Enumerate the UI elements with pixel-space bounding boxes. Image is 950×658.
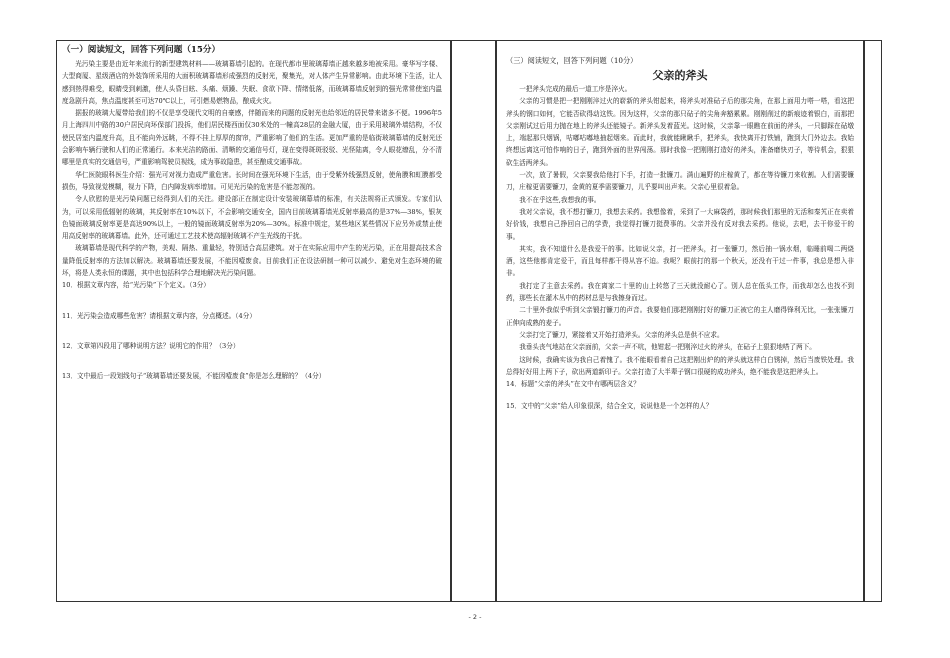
question-12: 12．文章第四段用了哪种说明方法？说明它的作用？（3分） bbox=[62, 341, 240, 350]
question-11: 11．光污染会造成哪些危害？请根据文章内容，分点概述。（4分） bbox=[62, 311, 256, 320]
answer-space bbox=[62, 352, 442, 370]
question-13: 13．文中最后一段划线句子“玻璃幕墙还要发展，不能因噎废食”你是怎么理解的？（4分） bbox=[62, 372, 326, 381]
passage-paragraph: 玻璃幕墙是现代科学的产物，美观、隔热、重量轻，特别适合高层建筑。对于在实际应用中产生的光污染，正在用提高技术含量降低反射率的方法加以解决。玻璃幕墙还要发展，不能因噎废食。目前我们正在设法研制一种可以减少、避免对生态环境的破坏，将是人类永恒的课题，其中也包括科学合理地解决光污染问题。 bbox=[62, 244, 442, 278]
spacer bbox=[506, 44, 854, 54]
left-column bbox=[62, 44, 442, 599]
section-title-three: （三）阅读短文，回答下列问题（10分） bbox=[506, 56, 638, 65]
passage-paragraph: 光污染主要是由近年来流行的新型建筑材料——玻璃幕墙引起的。在现代都市里玻璃幕墙正越来越多地被采用。豪华写字楼、大型商厦、星级酒店的外装饰所采用的大面积玻璃幕墙形成强烈的反射光，聚集光，对人体产生异常影响。由此环境下生活，让人感到热得难受，眼睛受到刺激，使人头昏目眩、头痛、烦躁、失眠、食欲下降、情绪低落，而玻璃幕墙反射到的强光常常使室内温度急剧升高，焦点温度甚至可达70℃以上，可引燃易燃物品，酿成火灾。 bbox=[62, 60, 442, 105]
story-paragraph: 我对父亲说，我不想打镰刀，我想去采药。我想像着，采到了一大麻袋药，那时候我们那里的无活和秦艽正在卖着好价钱，我想自己挣回自己的学费，我觉得打镰刀挺费事的。父亲并没有反对我去采药。他说，去吧，去干你爱干的事。 bbox=[506, 207, 854, 241]
section-title-one: （一）阅读短文，回答下列问题（15分） bbox=[62, 45, 221, 55]
story-paragraph: 一次，放了暑假，父亲要我给他打下手，打造一批镰刀。满山遍野的庄稼黄了，都在等待镰刀来收割。人们需要镰刀，庄稼更需要镰刀，金黄的夏季需要镰刀，儿乎要叫出声来。父亲心里很着急。 bbox=[506, 171, 854, 192]
center-margin-frame bbox=[451, 40, 496, 602]
page-number: - 2 - bbox=[468, 613, 482, 621]
answer-space bbox=[62, 322, 442, 340]
story-paragraph: 父亲打完了镰刀，紧接着又开始打造斧头。父亲的斧头总是供不应求。 bbox=[519, 330, 724, 339]
story-paragraph: 我垂头丧气地站在父亲面前，父亲一声不吭，他钳起一把刚淬过火的斧头，在砧子上狠狠地嗒了两下。 bbox=[519, 343, 816, 352]
answer-space bbox=[506, 390, 854, 400]
story-paragraph: 这时候，我确实该为我自己着愧了。我不能眼看着自己这把刚出炉的的斧头就这样白白锈掉，然后当废铁处理。我总得好好用上两下子，砍出两道新印子。父亲打造了大半辈子钢口很硬的成功斧头，绝不能我是这把斧头上。 bbox=[506, 355, 854, 376]
right-column bbox=[506, 44, 854, 599]
story-paragraph: 父亲的习惯是把一把刚刚淬过火的崭新的斧头钳起来，将斧头对准砧子后的那尖角，在那上面用力嗒一嗒，看这把斧头的钢口如何，它能否砍得动这铁。因为这样，父亲的那只砧子的尖角奔豁累累。刚刚削过的新痕迹着银白，而那把父亲刚试过后用力抛在地上的斧头还能镜子。新斧头发着蓝光。这时候，父亲靠一眼瞧在前面的斧头，一只脚踩在砧墩上，端起那只烟锅，咕嘟咕嘟地抽起烟来。而此时，我就能瞅瞅手，把斧头，我快离开打铁铺，跑到大门外边去。我始终想远离这可怕作响的日子，跑到外面的世界闯荡。那时我像一把刚刚打造好的斧头，准备磨快刃子，等待机会，狠狠砍生活两斧头。 bbox=[506, 97, 854, 167]
story-paragraph: 我打定了主意去采药。我在离家二十里的山上转悠了三天就没耐心了。别人总在低头工作，而我却怎么也找不到药，那些长在灌木丛中的药材总是与我擦身而过。 bbox=[506, 281, 854, 303]
answer-space bbox=[62, 292, 442, 310]
passage-paragraph: 华仁医院眼科医生介绍：强光可对视力造成严重危害。长时间在强光环境下生活，由于受紫外线强烈反射，使角膜和虹膜都受损伤，导致视觉模糊，视力下降，白内障发病率增加。可见光污染的危害是不能忽视的。 bbox=[62, 170, 442, 191]
story-paragraph: 我不在乎这些,我想我的事。 bbox=[519, 195, 601, 204]
story-paragraph: 二十里外我似乎听到父亲锻打镰刀的声音。我要他们那把刚刚打好的镰刀正被它的主人磨得锋利无比，一张张镰刀正伸向成熟的麦子。 bbox=[506, 306, 854, 327]
question-15: 15．文中的“父亲”给人印象很深，结合全文，说说他是一个怎样的人？ bbox=[506, 402, 713, 411]
story-paragraph: 其实，我不知道什么是我爱干的事。比如说父亲，打一把斧头，打一张镰刀，然后抽一锅水烟，临睡前喝二两烧酒，这些他都肯定爱干，而且每样都干得从容不迫。我呢？眼前打的那一个秋天，还没有干过一件事，我总是想入非非。 bbox=[506, 244, 854, 278]
question-10: 10．根据文章内容，给“光污染”下个定义。（3分） bbox=[62, 281, 210, 290]
passage-paragraph: 据报的玻璃大厦带给我们的不仅是享受现代文明的自豪感，伴随而来的问题的反射光也给邻近的居民带来诸多不便。1996年5月上海四川中路的30户居民向环保部门投拆，他们居民楼西面仅30米处的一幢高28层的金融大厦，由于采用玻璃外墙结构，不仅使民居室内温度升高，且不能向外远眺，不得不挂上厚厚的窗帘，严重影响了他们的生活。更加严重的是临街玻璃幕墙的反射光还会影响车辆行驶和人们的正常通行。本来光洁的路面、清晰的交通信号灯，现在变得斑斑驳驳、光怪陆离，令人眼花缭乱，分不清哪里是真实的交通信号，严重影响驾驶员视线，成为事故隐患，甚至酿成交通事故。 bbox=[62, 109, 442, 167]
story-title: 父亲的斧头 bbox=[652, 69, 708, 82]
story-paragraph: 一把斧头完成的最后一道工序是淬火。 bbox=[519, 85, 632, 93]
passage-paragraph: 令人欣慰的是光污染问题已经得到人们的关注。建设部正在制定设计安装玻璃幕墙的标准，有关法规将正式颁发。专家们认为，可以采用低辐射的玻璃，其反射率在10%以下，不会影响交通安全，国内目前玻璃幕墙光反射率最高的是37%—38%，银灰色镜面玻璃反射率更是高达90%以上，一般的镜面玻璃反射率为20%—30%。标准中规定，某些地区某些情况下应另外或禁止使用高反射率的玻璃幕墙。此外，还可通过工艺技术使高辐射玻璃不产生光线的干扰。 bbox=[62, 195, 442, 241]
question-14: 14．标题“父亲的斧头”在文中有哪两层含义？ bbox=[506, 380, 640, 389]
right-margin-frame bbox=[864, 40, 882, 602]
